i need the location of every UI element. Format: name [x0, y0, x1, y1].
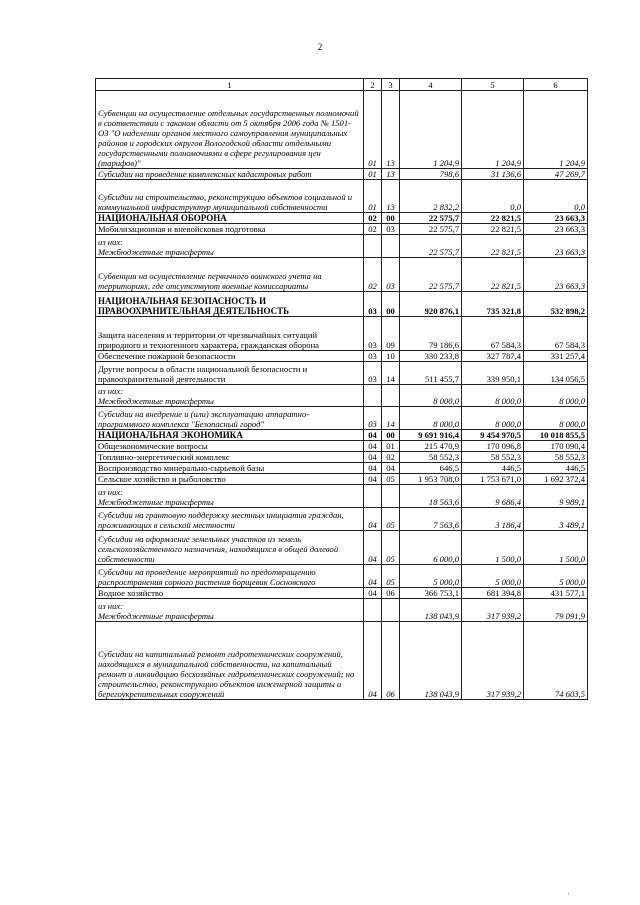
subsection-code: 14	[382, 407, 400, 430]
row-name: Субсидии на строительство, реконструкцию объектов социальной и коммунальной инфраструктур муниципальной собственности	[96, 180, 364, 213]
amount-col5: 3 186,4	[462, 508, 524, 531]
section-code: 04	[364, 474, 382, 485]
table-row	[96, 292, 588, 317]
amount-col5: 1 500,0	[462, 531, 524, 565]
section-code: 04	[364, 588, 382, 599]
amount-col4: 138 043,9	[400, 599, 462, 622]
amount-col4: 7 563,6	[400, 508, 462, 531]
amount-col4: 798,6	[400, 169, 462, 180]
table-row	[96, 463, 588, 474]
table-row	[96, 258, 588, 292]
amount-col6: 1 500,0	[524, 531, 588, 565]
amount-col4: 79 186,6	[400, 317, 462, 351]
row-name: Субсидии на капитальный ремонт гидротехнических сооружений, находящихся в муниципальной собственности, на капитальный ремонт и ликвидацию бесхозяйных гидротехнических сооружений; на строительство, реконструкцию объектов инженерной защиты и берегоукрепительных сооружений	[96, 622, 364, 700]
subsection-code: 14	[382, 362, 400, 385]
table-row	[96, 224, 588, 235]
row-name: Другие вопросы в области национальной безопасности и правоохранительной деятельности	[96, 362, 364, 385]
amount-col5: 317 939,2	[462, 622, 524, 700]
header-cell: 2	[364, 79, 382, 91]
amount-col6: 331 257,4	[524, 351, 588, 362]
section-code	[364, 385, 382, 407]
amount-col5: 9 686,4	[462, 485, 524, 508]
row-name: Водное хозяйство	[96, 588, 364, 599]
table-row	[96, 91, 588, 169]
subsection-code: 05	[382, 508, 400, 531]
section-code: 04	[364, 565, 382, 588]
amount-col5: 327 787,4	[462, 351, 524, 362]
section-code: 03	[364, 351, 382, 362]
table-row	[96, 485, 588, 508]
amount-col4: 138 043,9	[400, 622, 462, 700]
amount-col4: 1 204,9	[400, 91, 462, 169]
section-code	[364, 235, 382, 258]
amount-col6: 10 018 855,5	[524, 430, 588, 441]
header-cell: 1	[96, 79, 364, 91]
amount-col5: 22 821,5	[462, 224, 524, 235]
amount-col4: 5 000,0	[400, 565, 462, 588]
subsection-code: 02	[382, 452, 400, 463]
row-name: Воспроизводство минерально-сырьевой базы	[96, 463, 364, 474]
amount-col5: 317 939,2	[462, 599, 524, 622]
table-row	[96, 599, 588, 622]
amount-col4: 330 233,8	[400, 351, 462, 362]
header-cell: 5	[462, 79, 524, 91]
section-code: 03	[364, 292, 382, 317]
row-name: Общеэкономические вопросы	[96, 441, 364, 452]
subsection-code	[382, 599, 400, 622]
amount-col4: 215 470,9	[400, 441, 462, 452]
row-name: Защита населения и территории от чрезвычайных ситуаций природного и техногенного характера, гражданская оборона	[96, 317, 364, 351]
row-name: Субсидии на оформление земельных участков из земель сельскохозяйственного назначения, находящихся в общей долевой собственности	[96, 531, 364, 565]
subsection-code	[382, 385, 400, 407]
amount-col6: 8 000,0	[524, 407, 588, 430]
subsection-code: 00	[382, 292, 400, 317]
amount-col6: 1 692 372,4	[524, 474, 588, 485]
amount-col6: 23 663,3	[524, 224, 588, 235]
amount-col4: 6 000,0	[400, 531, 462, 565]
amount-col4: 9 691 916,4	[400, 430, 462, 441]
amount-col6: 58 552,3	[524, 452, 588, 463]
row-name: Субсидии на проведение комплексных кадастровых работ	[96, 169, 364, 180]
section-code: 02	[364, 213, 382, 224]
amount-col6: 0,0	[524, 180, 588, 213]
table-row	[96, 622, 588, 700]
table-row	[96, 317, 588, 351]
subsection-code: 13	[382, 91, 400, 169]
table-row	[96, 362, 588, 385]
table-body	[96, 91, 588, 700]
amount-col6: 67 584,3	[524, 317, 588, 351]
amount-col6: 134 056,5	[524, 362, 588, 385]
header-row	[96, 79, 588, 91]
table-row	[96, 213, 588, 224]
table-row	[96, 474, 588, 485]
amount-col5: 31 136,6	[462, 169, 524, 180]
amount-col6: 79 091,9	[524, 599, 588, 622]
amount-col6: 74 603,5	[524, 622, 588, 700]
amount-col4: 8 000,0	[400, 407, 462, 430]
amount-col5: 9 454 970,5	[462, 430, 524, 441]
amount-col6: 23 663,3	[524, 258, 588, 292]
amount-col4: 1 953 708,0	[400, 474, 462, 485]
amount-col4: 22 575,7	[400, 224, 462, 235]
amount-col6: 170 090,4	[524, 441, 588, 452]
row-name: Субвенции на осуществление первичного воинского учета на территориях, где отсутствуют военные комиссариаты	[96, 258, 364, 292]
amount-col4: 2 832,2	[400, 180, 462, 213]
subsection-code: 06	[382, 588, 400, 599]
amount-col6: 8 000,0	[524, 385, 588, 407]
section-code: 03	[364, 362, 382, 385]
amount-col6: 9 989,1	[524, 485, 588, 508]
table-row	[96, 588, 588, 599]
table-row	[96, 407, 588, 430]
amount-col5: 5 000,0	[462, 565, 524, 588]
subsection-code: 05	[382, 474, 400, 485]
amount-col5: 58 552,3	[462, 452, 524, 463]
amount-col6: 431 577,1	[524, 588, 588, 599]
section-code	[364, 599, 382, 622]
amount-col5: 339 950,1	[462, 362, 524, 385]
row-name: из них: Межбюджетные трансферты	[96, 485, 364, 508]
section-code: 04	[364, 508, 382, 531]
amount-col5: 446,5	[462, 463, 524, 474]
row-name: Топливно-энергетический комплекс	[96, 452, 364, 463]
amount-col4: 646,5	[400, 463, 462, 474]
row-name: Сельское хозяйство и рыболовство	[96, 474, 364, 485]
section-code	[364, 485, 382, 508]
section-code: 04	[364, 463, 382, 474]
row-name: Мобилизационная и вневойсковая подготовка	[96, 224, 364, 235]
amount-col6: 47 269,7	[524, 169, 588, 180]
amount-col5: 22 821,5	[462, 258, 524, 292]
table-row	[96, 452, 588, 463]
subsection-code: 00	[382, 430, 400, 441]
section-code: 03	[364, 317, 382, 351]
row-name: из них: Межбюджетные трансферты	[96, 599, 364, 622]
header-cell: 3	[382, 79, 400, 91]
section-code: 04	[364, 622, 382, 700]
subsection-code: 06	[382, 622, 400, 700]
section-code: 01	[364, 91, 382, 169]
amount-col4: 22 575,7	[400, 258, 462, 292]
budget-table	[95, 78, 588, 700]
subsection-code: 05	[382, 531, 400, 565]
amount-col4: 22 575,7	[400, 213, 462, 224]
row-name: Субсидии на проведение мероприятий по предотвращению распространения сорного растения борщевик Сосновского	[96, 565, 364, 588]
amount-col4: 22 575,7	[400, 235, 462, 258]
subsection-code: 01	[382, 441, 400, 452]
subsection-code: 10	[382, 351, 400, 362]
amount-col5: 67 584,3	[462, 317, 524, 351]
amount-col5: 1 204,9	[462, 91, 524, 169]
amount-col6: 23 663,3	[524, 213, 588, 224]
amount-col4: 366 753,1	[400, 588, 462, 599]
subsection-code: 04	[382, 463, 400, 474]
scan-mark: '	[568, 893, 570, 899]
amount-col4: 8 000,0	[400, 385, 462, 407]
subsection-code: 03	[382, 258, 400, 292]
amount-col4: 18 563,6	[400, 485, 462, 508]
amount-col5: 735 321,8	[462, 292, 524, 317]
amount-col6: 1 204,9	[524, 91, 588, 169]
table-row	[96, 235, 588, 258]
table-row	[96, 508, 588, 531]
row-name: из них: Межбюджетные трансферты	[96, 385, 364, 407]
section-code: 02	[364, 224, 382, 235]
amount-col6: 3 489,1	[524, 508, 588, 531]
row-name: Обеспечение пожарной безопасности	[96, 351, 364, 362]
amount-col5: 8 000,0	[462, 407, 524, 430]
subsection-code: 13	[382, 180, 400, 213]
header-cell: 4	[400, 79, 462, 91]
table-row	[96, 385, 588, 407]
row-name: НАЦИОНАЛЬНАЯ ЭКОНОМИКА	[96, 430, 364, 441]
section-code: 03	[364, 407, 382, 430]
section-code: 04	[364, 531, 382, 565]
amount-col5: 0,0	[462, 180, 524, 213]
table-row	[96, 351, 588, 362]
section-code: 04	[364, 452, 382, 463]
table-row	[96, 565, 588, 588]
row-name: Субсидии на грантовую поддержку местных инициатив граждан, проживающих в сельской местности	[96, 508, 364, 531]
subsection-code	[382, 485, 400, 508]
page-number: 2	[317, 42, 323, 52]
row-name: Субсидии на внедрение и (или) эксплуатацию аппаратно-программного комплекса "Безопасный город"	[96, 407, 364, 430]
section-code: 01	[364, 169, 382, 180]
row-name: Субвенции на осуществление отдельных государственных полномочий в соответствии с законом области от 5 октября 2006 года № 1501-ОЗ "О наделении органов местного самоуправления муниципальных районов и городских округов Вологодской области отдельными государственными полномочиями в сфере регулирования цен (тарифов)"	[96, 91, 364, 169]
subsection-code: 09	[382, 317, 400, 351]
amount-col6: 532 898,2	[524, 292, 588, 317]
table-row	[96, 180, 588, 213]
amount-col6: 5 000,0	[524, 565, 588, 588]
subsection-code: 00	[382, 213, 400, 224]
amount-col5: 681 394,8	[462, 588, 524, 599]
table-row	[96, 169, 588, 180]
table-row	[96, 531, 588, 565]
section-code: 04	[364, 441, 382, 452]
amount-col5: 1 753 671,0	[462, 474, 524, 485]
section-code: 02	[364, 258, 382, 292]
amount-col4: 920 876,1	[400, 292, 462, 317]
subsection-code: 13	[382, 169, 400, 180]
section-code: 01	[364, 180, 382, 213]
header-cell: 6	[524, 79, 588, 91]
row-name: из них: Межбюджетные трансферты	[96, 235, 364, 258]
subsection-code: 05	[382, 565, 400, 588]
amount-col4: 511 455,7	[400, 362, 462, 385]
amount-col4: 58 552,3	[400, 452, 462, 463]
row-name: НАЦИОНАЛЬНАЯ БЕЗОПАСНОСТЬ И ПРАВООХРАНИТЕЛЬНАЯ ДЕЯТЕЛЬНОСТЬ	[96, 292, 364, 317]
table-row	[96, 430, 588, 441]
amount-col5: 22 821,5	[462, 235, 524, 258]
row-name: НАЦИОНАЛЬНАЯ ОБОРОНА	[96, 213, 364, 224]
amount-col5: 170 096,8	[462, 441, 524, 452]
amount-col6: 23 663,3	[524, 235, 588, 258]
subsection-code: 03	[382, 224, 400, 235]
amount-col5: 22 821,5	[462, 213, 524, 224]
table-row	[96, 441, 588, 452]
section-code: 04	[364, 430, 382, 441]
amount-col5: 8 000,0	[462, 385, 524, 407]
subsection-code	[382, 235, 400, 258]
amount-col6: 446,5	[524, 463, 588, 474]
